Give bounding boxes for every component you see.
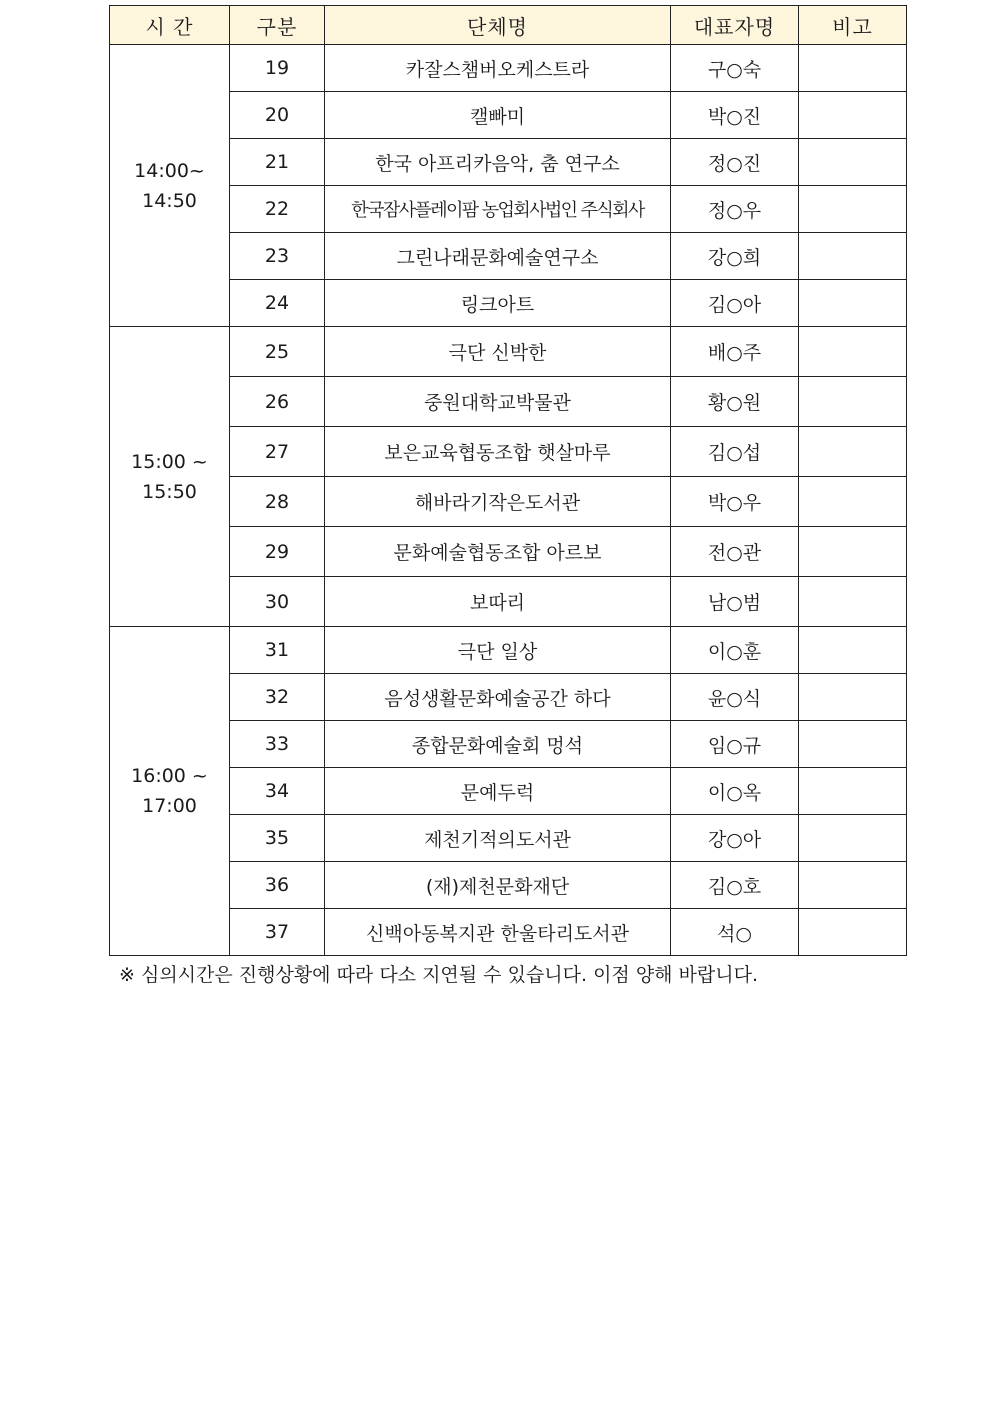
organization-name: 보따리 xyxy=(325,577,671,627)
table-row xyxy=(110,377,907,427)
organization-name: 신백아동복지관 한울타리도서관 xyxy=(325,909,671,956)
representative-name: 정○우 xyxy=(671,186,799,233)
time-slot-start: 16:00 ~ xyxy=(131,765,208,787)
representative-name: 이○훈 xyxy=(671,627,799,674)
representative-name: 남○범 xyxy=(671,577,799,627)
time-slot-end: 15:50 xyxy=(142,480,197,503)
remarks-cell xyxy=(799,233,907,280)
remarks-cell xyxy=(799,721,907,768)
row-number: 32 xyxy=(230,674,325,721)
table-row xyxy=(110,527,907,577)
row-number: 31 xyxy=(230,627,325,674)
representative-name: 이○옥 xyxy=(671,768,799,815)
schedule-sheet xyxy=(109,5,906,987)
remarks-cell xyxy=(799,139,907,186)
table-row xyxy=(110,721,907,768)
representative-name: 황○원 xyxy=(671,377,799,427)
remarks-cell xyxy=(799,674,907,721)
table-row xyxy=(110,92,907,139)
table-row xyxy=(110,577,907,627)
organization-name: 링크아트 xyxy=(325,280,671,327)
organization-name: 해바라기작은도서관 xyxy=(325,477,671,527)
representative-name: 석○ xyxy=(671,909,799,956)
row-number: 36 xyxy=(230,862,325,909)
table-row xyxy=(110,45,907,92)
remarks-cell xyxy=(799,768,907,815)
time-slot-cell xyxy=(110,327,230,627)
remarks-cell xyxy=(799,909,907,956)
organization-name: 극단 일상 xyxy=(325,627,671,674)
header-row xyxy=(110,6,907,45)
organization-name: 그린나래문화예술연구소 xyxy=(325,233,671,280)
organization-name: 제천기적의도서관 xyxy=(325,815,671,862)
representative-name: 김○아 xyxy=(671,280,799,327)
header-no: 구분 xyxy=(230,6,325,45)
time-slot-end: 14:50 xyxy=(142,189,197,212)
remarks-cell xyxy=(799,427,907,477)
remarks-cell xyxy=(799,527,907,577)
row-number: 21 xyxy=(230,139,325,186)
row-number: 23 xyxy=(230,233,325,280)
row-number: 20 xyxy=(230,92,325,139)
representative-name: 정○진 xyxy=(671,139,799,186)
header-rep: 대표자명 xyxy=(671,6,799,45)
remarks-cell xyxy=(799,92,907,139)
organization-name: 카잘스챔버오케스트라 xyxy=(325,45,671,92)
organization-name: 음성생활문화예술공간 하다 xyxy=(325,674,671,721)
representative-name: 윤○식 xyxy=(671,674,799,721)
organization-name: (재)제천문화재단 xyxy=(325,862,671,909)
table-row xyxy=(110,768,907,815)
organization-name: 중원대학교박물관 xyxy=(325,377,671,427)
representative-name: 임○규 xyxy=(671,721,799,768)
header-org: 단체명 xyxy=(325,6,671,45)
representative-name: 박○진 xyxy=(671,92,799,139)
organization-name: 캘빠미 xyxy=(325,92,671,139)
row-number: 37 xyxy=(230,909,325,956)
table-row xyxy=(110,186,907,233)
organization-name: 극단 신박한 xyxy=(325,327,671,377)
remarks-cell xyxy=(799,862,907,909)
row-number: 22 xyxy=(230,186,325,233)
table-row xyxy=(110,477,907,527)
row-number: 26 xyxy=(230,377,325,427)
row-number: 29 xyxy=(230,527,325,577)
organization-name: 문화예술협동조합 아르보 xyxy=(325,527,671,577)
representative-name: 강○희 xyxy=(671,233,799,280)
header-time: 시 간 xyxy=(110,6,230,45)
row-number: 33 xyxy=(230,721,325,768)
remarks-cell xyxy=(799,327,907,377)
representative-name: 김○호 xyxy=(671,862,799,909)
table-row xyxy=(110,862,907,909)
row-number: 27 xyxy=(230,427,325,477)
representative-name: 전○관 xyxy=(671,527,799,577)
row-number: 34 xyxy=(230,768,325,815)
remarks-cell xyxy=(799,627,907,674)
remarks-cell xyxy=(799,477,907,527)
representative-name: 박○우 xyxy=(671,477,799,527)
organization-name: 한국잠사플레이팜 농업회사법인 주식회사 xyxy=(325,186,671,233)
remarks-cell xyxy=(799,815,907,862)
table-row xyxy=(110,674,907,721)
row-number: 19 xyxy=(230,45,325,92)
row-number: 28 xyxy=(230,477,325,527)
table-row xyxy=(110,627,907,674)
time-slot-cell xyxy=(110,45,230,327)
organization-name: 보은교육협동조합 햇살마루 xyxy=(325,427,671,477)
organization-name: 한국 아프리카음악, 춤 연구소 xyxy=(325,139,671,186)
time-group-3 xyxy=(110,627,907,956)
table-row xyxy=(110,233,907,280)
remarks-cell xyxy=(799,280,907,327)
table-row xyxy=(110,327,907,377)
row-number: 35 xyxy=(230,815,325,862)
row-number: 24 xyxy=(230,280,325,327)
representative-name: 배○주 xyxy=(671,327,799,377)
time-slot-cell xyxy=(110,627,230,956)
footnote: ※ 심의시간은 진행상황에 따라 다소 지연될 수 있습니다. 이점 양해 바랍니다. xyxy=(119,964,759,986)
time-slot-start: 14:00~ xyxy=(134,159,205,182)
schedule-table xyxy=(109,5,907,956)
table-row xyxy=(110,815,907,862)
representative-name: 김○섭 xyxy=(671,427,799,477)
time-group-1 xyxy=(110,45,907,327)
representative-name: 구○숙 xyxy=(671,45,799,92)
remarks-cell xyxy=(799,45,907,92)
row-number: 30 xyxy=(230,577,325,627)
remarks-cell xyxy=(799,186,907,233)
header-note: 비고 xyxy=(799,6,907,45)
table-row xyxy=(110,427,907,477)
table-row xyxy=(110,909,907,956)
representative-name: 강○아 xyxy=(671,815,799,862)
organization-name: 문예두럭 xyxy=(325,768,671,815)
remarks-cell xyxy=(799,577,907,627)
row-number: 25 xyxy=(230,327,325,377)
time-slot-end: 17:00 xyxy=(142,795,197,817)
table-row xyxy=(110,280,907,327)
time-slot-start: 15:00 ~ xyxy=(131,450,208,473)
table-row xyxy=(110,139,907,186)
time-group-2 xyxy=(110,327,907,627)
remarks-cell xyxy=(799,377,907,427)
organization-name: 종합문화예술회 멍석 xyxy=(325,721,671,768)
